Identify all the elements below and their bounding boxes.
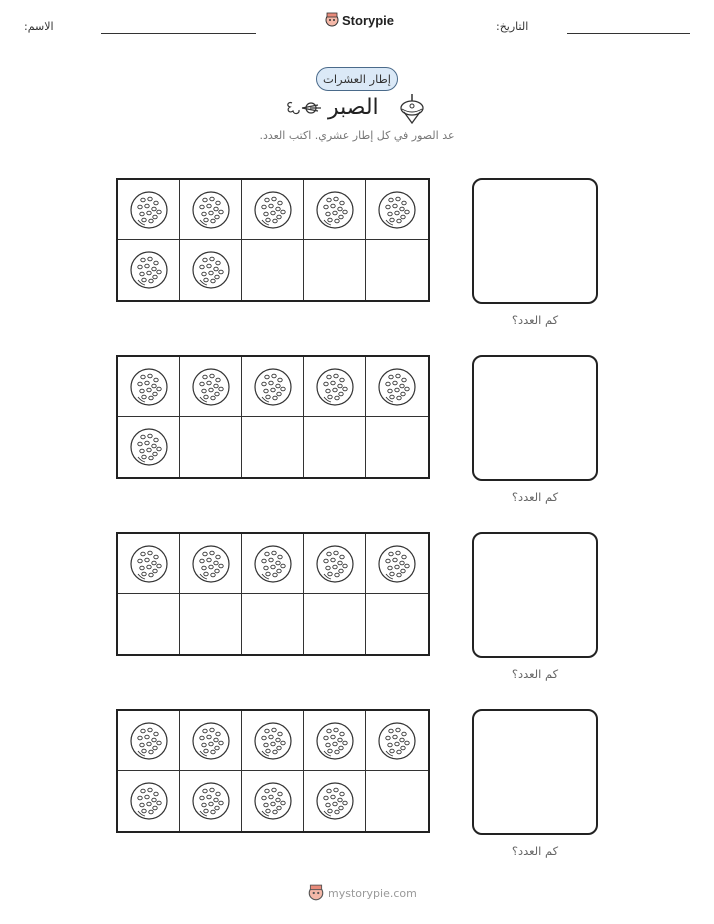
ten-frame	[116, 532, 430, 656]
frame-cell-filled	[118, 771, 180, 831]
wind-gust-icon	[284, 97, 322, 119]
cookie-icon	[129, 721, 169, 761]
date-field[interactable]	[567, 33, 690, 34]
frame-cell-empty	[366, 240, 428, 300]
frame-cell-empty	[242, 240, 304, 300]
date-label: التاريخ:	[496, 20, 529, 33]
cookie-icon	[191, 190, 231, 230]
frame-cell-filled	[180, 711, 242, 771]
brand-logo	[325, 12, 394, 28]
spinning-top-icon	[398, 93, 426, 125]
frame-cell-empty	[304, 240, 366, 300]
answer-box[interactable]	[472, 532, 598, 658]
cookie-icon	[315, 721, 355, 761]
ten-frame	[116, 709, 430, 833]
cookie-icon	[315, 367, 355, 407]
frame-cell-filled	[118, 534, 180, 594]
count-question: كم العدد؟	[511, 490, 559, 504]
cookie-icon	[129, 427, 169, 467]
brand-name: Storypie	[342, 12, 395, 28]
footer	[308, 884, 417, 902]
cookie-icon	[253, 544, 293, 584]
count-question: كم العدد؟	[511, 313, 559, 327]
frame-cell-filled	[118, 417, 180, 477]
name-field[interactable]	[101, 33, 256, 34]
frame-cell-filled	[242, 534, 304, 594]
frame-cell-filled	[180, 771, 242, 831]
cookie-icon	[315, 190, 355, 230]
cookie-icon	[253, 190, 293, 230]
answer-box[interactable]	[472, 178, 598, 304]
cookie-icon	[129, 250, 169, 290]
frame-cell-filled	[180, 357, 242, 417]
frame-cell-empty	[180, 417, 242, 477]
frame-cell-filled	[304, 771, 366, 831]
ten-frame	[116, 355, 430, 479]
frame-cell-filled	[366, 180, 428, 240]
answer-box[interactable]	[472, 355, 598, 481]
cookie-icon	[191, 367, 231, 407]
cookie-icon	[315, 544, 355, 584]
frame-cell-filled	[242, 771, 304, 831]
instructions: عد الصور في كل إطار عشري. اكتب العدد.	[259, 129, 455, 142]
title-row	[280, 93, 430, 127]
frame-cell-empty	[118, 594, 180, 654]
frame-cell-filled	[118, 357, 180, 417]
frame-cell-filled	[118, 240, 180, 300]
frame-cell-empty	[366, 594, 428, 654]
cookie-icon	[129, 367, 169, 407]
frame-cell-filled	[366, 357, 428, 417]
frame-cell-empty	[180, 594, 242, 654]
storypie-mascot-icon	[325, 12, 339, 28]
worksheet-tag: إطار العشرات	[316, 67, 398, 91]
count-question: كم العدد؟	[511, 844, 559, 858]
name-label: الاسم:	[24, 20, 54, 33]
frame-cell-empty	[304, 594, 366, 654]
cookie-icon	[315, 781, 355, 821]
cookie-icon	[377, 544, 417, 584]
cookie-icon	[129, 781, 169, 821]
cookie-icon	[377, 367, 417, 407]
cookie-icon	[253, 721, 293, 761]
storypie-mascot-icon	[308, 884, 324, 902]
cookie-icon	[191, 544, 231, 584]
frame-cell-empty	[366, 417, 428, 477]
frame-cell-empty	[304, 417, 366, 477]
cookie-icon	[253, 367, 293, 407]
count-question: كم العدد؟	[511, 667, 559, 681]
frame-cell-filled	[242, 180, 304, 240]
frame-cell-filled	[118, 180, 180, 240]
frame-cell-empty	[242, 417, 304, 477]
frame-cell-filled	[180, 534, 242, 594]
frame-cell-filled	[304, 534, 366, 594]
frame-cell-empty	[242, 594, 304, 654]
frame-cell-filled	[180, 240, 242, 300]
cookie-icon	[377, 721, 417, 761]
cookie-icon	[129, 190, 169, 230]
cookie-icon	[129, 544, 169, 584]
frame-cell-filled	[118, 711, 180, 771]
frame-cell-empty	[366, 771, 428, 831]
frame-cell-filled	[304, 357, 366, 417]
cookie-icon	[191, 250, 231, 290]
frame-cell-filled	[242, 711, 304, 771]
cookie-icon	[377, 190, 417, 230]
cookie-icon	[253, 781, 293, 821]
frame-cell-filled	[366, 711, 428, 771]
frame-cell-filled	[180, 180, 242, 240]
frame-cell-filled	[304, 180, 366, 240]
ten-frame	[116, 178, 430, 302]
footer-url: mystorypie.com	[328, 886, 417, 900]
frame-cell-filled	[366, 534, 428, 594]
worksheet-title: الصبر	[328, 95, 379, 120]
frame-cell-filled	[304, 711, 366, 771]
answer-box[interactable]	[472, 709, 598, 835]
cookie-icon	[191, 781, 231, 821]
frame-cell-filled	[242, 357, 304, 417]
cookie-icon	[191, 721, 231, 761]
